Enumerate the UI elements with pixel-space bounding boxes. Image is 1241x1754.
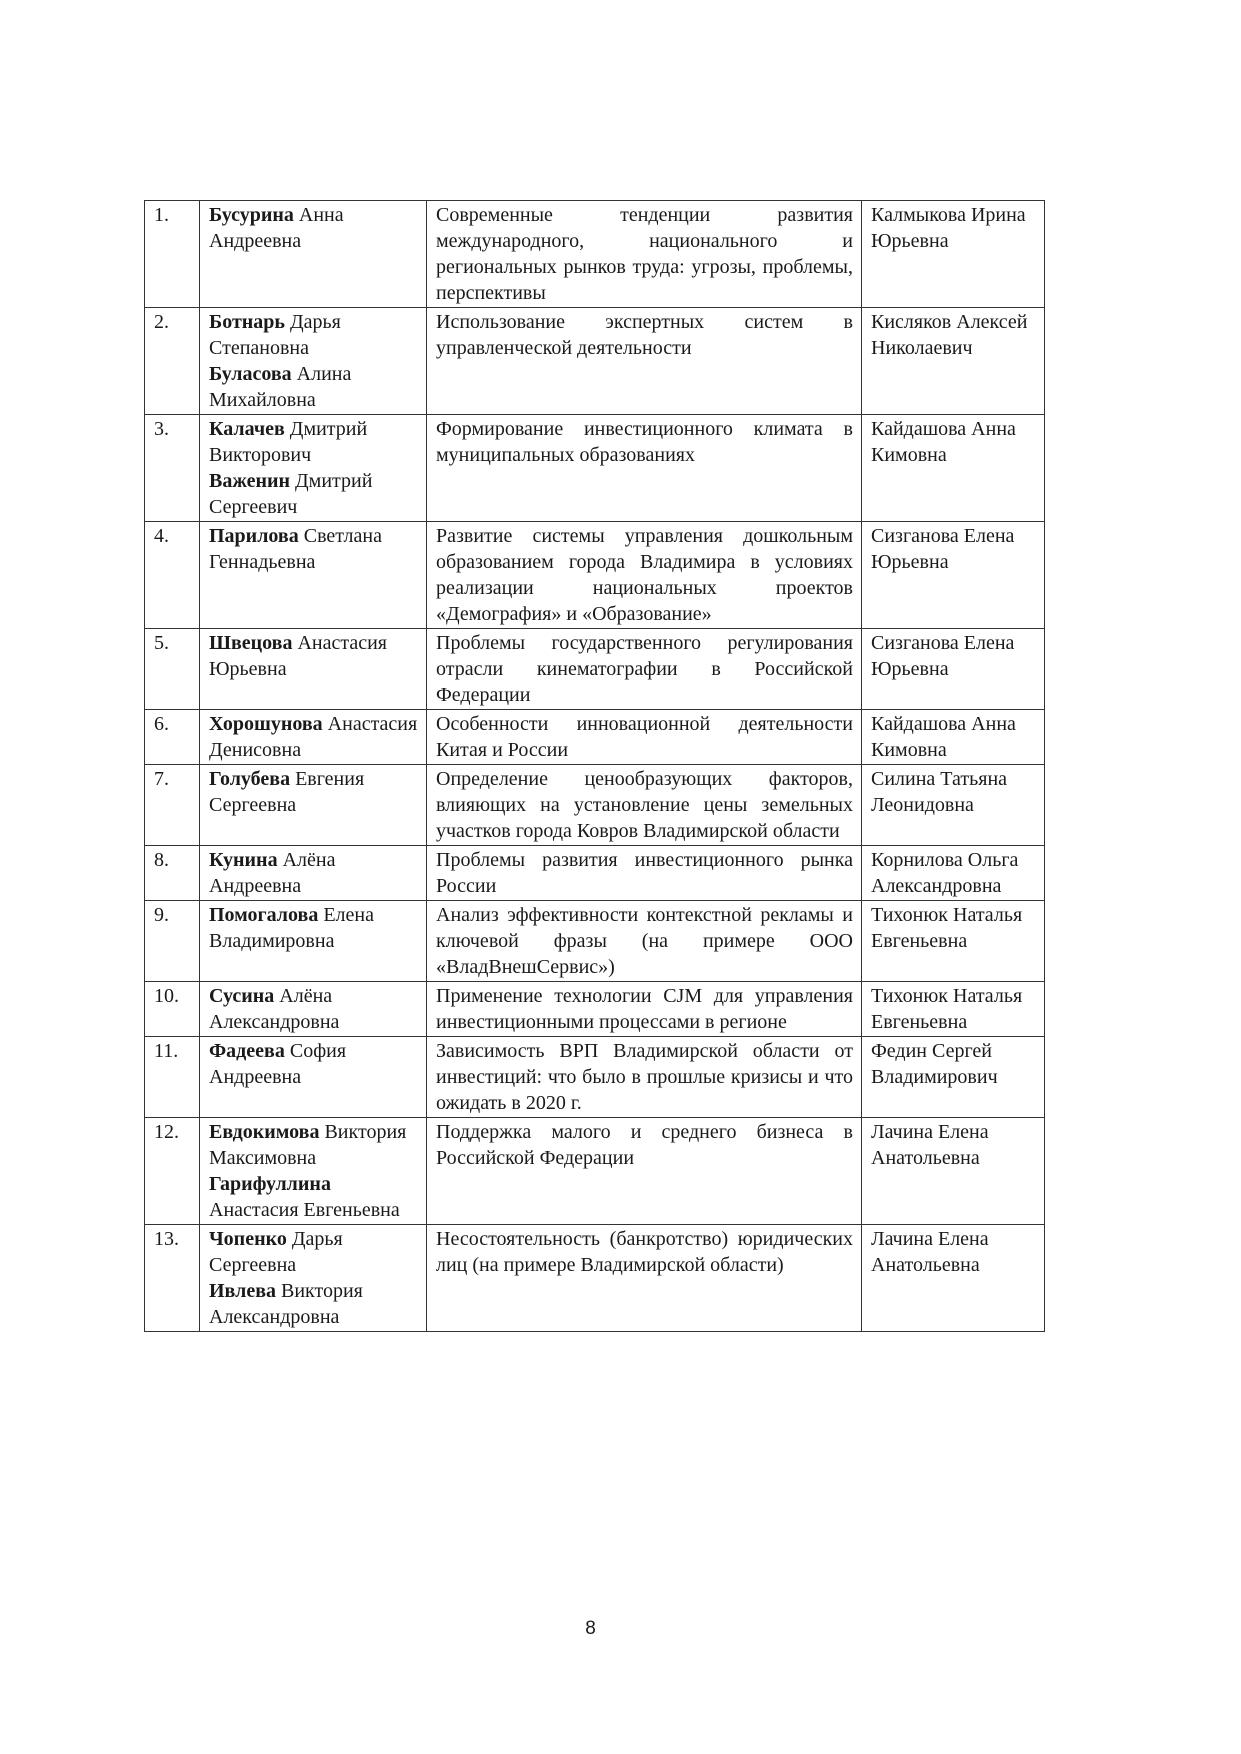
student-surname: Помогалова <box>209 904 319 926</box>
student-cell <box>200 201 427 308</box>
student-given-names: Виктория Максимовна <box>209 1121 407 1169</box>
student-name <box>209 361 418 413</box>
student-given-names: Анастасия Денисовна <box>209 713 418 761</box>
row-number: 9. <box>145 901 200 982</box>
student-surname: Парилова <box>209 525 299 547</box>
table-row <box>145 901 1045 982</box>
student-given-names: София Андреевна <box>209 1040 347 1088</box>
student-given-names: Светлана Геннадьевна <box>209 525 382 573</box>
thesis-topic: Анализ эффективности контекстной рекламы и ключевой фразы (на примере ООО «ВладВнешСервис») <box>427 901 862 982</box>
table-row <box>145 308 1045 415</box>
student-name <box>209 766 418 818</box>
table-row <box>145 1037 1045 1118</box>
student-surname: Бусурина <box>209 204 294 226</box>
row-number: 12. <box>145 1118 200 1225</box>
student-surname: Голубева <box>209 768 291 790</box>
student-given-names: Анастасия Юрьевна <box>209 632 388 680</box>
student-surname: Фадеева <box>209 1040 285 1062</box>
student-cell <box>200 710 427 765</box>
student-name <box>209 1171 418 1223</box>
advisor-name: Сизганова Елена Юрьевна <box>862 522 1045 629</box>
student-surname: Калачев <box>209 418 285 440</box>
advisor-name: Кайдашова Анна Кимовна <box>862 415 1045 522</box>
table-row <box>145 1225 1045 1332</box>
thesis-topic: Поддержка малого и среднего бизнеса в Российской Федерации <box>427 1118 862 1225</box>
row-number: 6. <box>145 710 200 765</box>
row-number: 5. <box>145 629 200 710</box>
advisor-name: Федин Сергей Владимирович <box>862 1037 1045 1118</box>
student-given-names: Дмитрий Викторович <box>209 418 368 466</box>
student-cell <box>200 765 427 846</box>
student-cell <box>200 1037 427 1118</box>
student-name <box>209 1119 418 1171</box>
thesis-topic: Зависимость ВРП Владимирской области от инвестиций: что было в прошлые кризисы и что ожидать в 2020 г. <box>427 1037 862 1118</box>
student-name <box>209 1038 418 1090</box>
table-row <box>145 629 1045 710</box>
student-given-names: Дмитрий Сергеевич <box>209 470 373 518</box>
page-number: 8 <box>585 1618 596 1639</box>
student-surname: Буласова <box>209 363 292 385</box>
student-name <box>209 983 418 1035</box>
student-surname: Чопенко <box>209 1228 287 1250</box>
row-number: 2. <box>145 308 200 415</box>
advisor-name: Лачина Елена Анатольевна <box>862 1118 1045 1225</box>
thesis-topic: Несостоятельность (банкротство) юридических лиц (на примере Владимирской области) <box>427 1225 862 1332</box>
student-name <box>209 847 418 899</box>
student-surname: Швецова <box>209 632 293 654</box>
advisor-name: Тихонюк Наталья Евгеньевна <box>862 901 1045 982</box>
advisor-name: Корнилова Ольга Александровна <box>862 846 1045 901</box>
student-given-names: Анна Андреевна <box>209 204 344 252</box>
thesis-topic: Особенности инновационной деятельности Китая и России <box>427 710 862 765</box>
thesis-topic: Использование экспертных систем в управленческой деятельности <box>427 308 862 415</box>
student-cell <box>200 1225 427 1332</box>
student-given-names: Евгения Сергеевна <box>209 768 365 816</box>
student-cell <box>200 415 427 522</box>
student-name <box>209 1226 418 1278</box>
row-number: 3. <box>145 415 200 522</box>
student-cell <box>200 308 427 415</box>
student-name <box>209 309 418 361</box>
student-given-names: Елена Владимировна <box>209 904 374 952</box>
student-given-names: Дарья Степановна <box>209 311 341 359</box>
student-name <box>209 630 418 682</box>
student-given-names: Алёна Александровна <box>209 985 340 1033</box>
table-row <box>145 982 1045 1037</box>
student-given-names: Анастасия Евгеньевна <box>209 1199 400 1221</box>
student-given-names: Виктория Александровна <box>209 1280 363 1328</box>
advisor-name: Кайдашова Анна Кимовна <box>862 710 1045 765</box>
student-surname: Сусина <box>209 985 275 1007</box>
thesis-topic: Развитие системы управления дошкольным образованием города Владимира в условиях реализации национальных проектов «Демография» и «Образование» <box>427 522 862 629</box>
row-number: 13. <box>145 1225 200 1332</box>
student-cell <box>200 1118 427 1225</box>
student-surname: Ботнарь <box>209 311 286 333</box>
thesis-topic: Современные тенденции развития международного, национального и региональных рынков труда: угрозы, проблемы, перспективы <box>427 201 862 308</box>
student-given-names: Алёна Андреевна <box>209 849 336 897</box>
student-surname: Кунина <box>209 849 278 871</box>
table-row <box>145 522 1045 629</box>
table-row <box>145 710 1045 765</box>
advisor-name: Калмыкова Ирина Юрьевна <box>862 201 1045 308</box>
thesis-topic: Применение технологии CJM для управления инвестиционными процессами в регионе <box>427 982 862 1037</box>
student-given-names: Дарья Сергеевна <box>209 1228 343 1276</box>
student-name <box>209 202 418 254</box>
table-row <box>145 846 1045 901</box>
student-surname: Важенин <box>209 470 291 492</box>
student-name <box>209 523 418 575</box>
student-surname: Хорошунова <box>209 713 323 735</box>
row-number: 1. <box>145 201 200 308</box>
student-surname: Ивлева <box>209 1280 276 1302</box>
table-row <box>145 415 1045 522</box>
student-name <box>209 1278 418 1330</box>
row-number: 10. <box>145 982 200 1037</box>
table-row <box>145 1118 1045 1225</box>
student-surname: Гарифуллина <box>209 1173 331 1195</box>
row-number: 11. <box>145 1037 200 1118</box>
student-surname: Евдокимова <box>209 1121 320 1143</box>
student-cell <box>200 629 427 710</box>
thesis-topic: Формирование инвестиционного климата в муниципальных образованиях <box>427 415 862 522</box>
student-cell <box>200 982 427 1037</box>
row-number: 4. <box>145 522 200 629</box>
theses-table-body <box>145 201 1045 1332</box>
table-row <box>145 765 1045 846</box>
thesis-topic: Проблемы государственного регулирования отрасли кинематографии в Российской Федерации <box>427 629 862 710</box>
student-name <box>209 468 418 520</box>
advisor-name: Лачина Елена Анатольевна <box>862 1225 1045 1332</box>
row-number: 7. <box>145 765 200 846</box>
row-number: 8. <box>145 846 200 901</box>
thesis-topic: Проблемы развития инвестиционного рынка России <box>427 846 862 901</box>
table-row <box>145 201 1045 308</box>
advisor-name: Силина Татьяна Леонидовна <box>862 765 1045 846</box>
student-name <box>209 902 418 954</box>
student-given-names: Алина Михайловна <box>209 363 352 411</box>
student-name <box>209 416 418 468</box>
student-cell <box>200 522 427 629</box>
advisor-name: Кисляков Алексей Николаевич <box>862 308 1045 415</box>
theses-table <box>144 200 1045 1332</box>
student-cell <box>200 901 427 982</box>
advisor-name: Тихонюк Наталья Евгеньевна <box>862 982 1045 1037</box>
thesis-topic: Определение ценообразующих факторов, влияющих на установление цены земельных участков города Ковров Владимирской области <box>427 765 862 846</box>
student-name <box>209 711 418 763</box>
advisor-name: Сизганова Елена Юрьевна <box>862 629 1045 710</box>
student-cell <box>200 846 427 901</box>
